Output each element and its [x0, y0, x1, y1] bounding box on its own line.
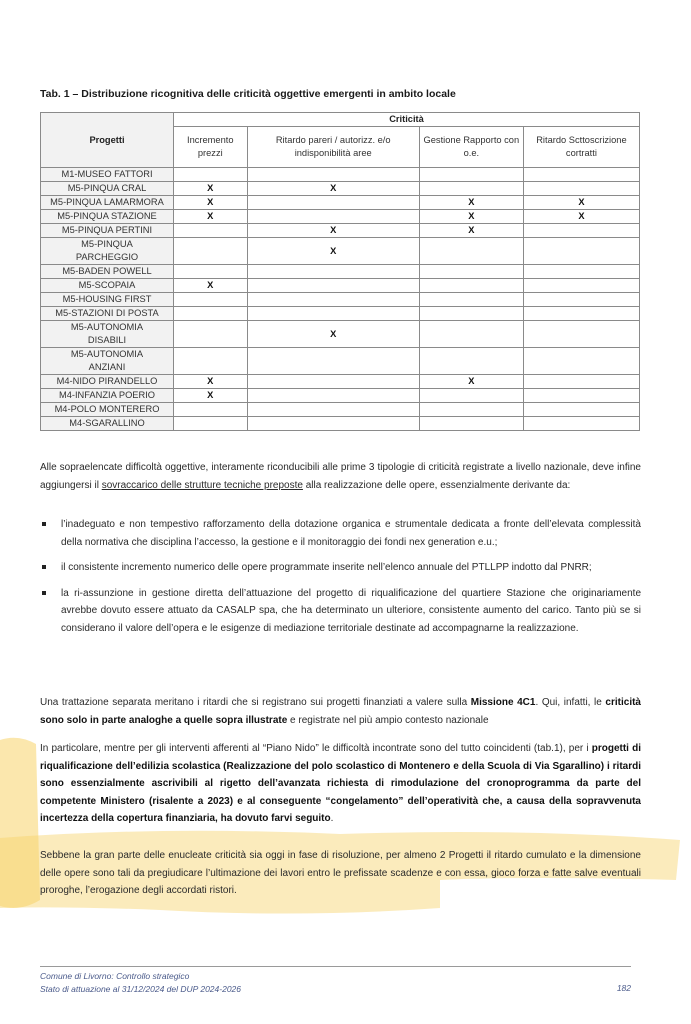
- list-item-text: la ri-assunzione in gestione diretta dell’attuazione del progetto di riqualificazione del quartiere Stazione che originariamente avrebbe dovuto essere attuato da CASALP spa, che ha determinato un ulteriore, consistente aumento del carico. Tanto più se si considerano il valore dell’opera e le esigenze di mediazione territoriale destinate ad accompagnarne la realizzazione.: [61, 587, 641, 634]
- criticality-cell: X: [523, 210, 639, 224]
- criticality-cell: X: [174, 182, 248, 196]
- criticality-cell: [419, 403, 523, 417]
- criticality-cell: [523, 307, 639, 321]
- highlight-stroke-left: [0, 738, 40, 908]
- criticality-cell: [247, 417, 419, 431]
- table-row: [41, 375, 640, 389]
- table-row: [41, 321, 640, 348]
- table-row: [41, 279, 640, 293]
- paragraph-missione: [40, 694, 641, 729]
- header-col: Ritardo pareri / autorizz. e/o indisponibilità aree: [247, 127, 419, 168]
- project-name: M5-PINQUA STAZIONE: [41, 210, 174, 224]
- header-col: Ritardo Scttoscrizione cortratti: [523, 127, 639, 168]
- table-caption: Tab. 1 – Distribuzione ricognitiva delle criticità oggettive emergenti in ambito locale: [40, 88, 456, 100]
- table-row: [41, 307, 640, 321]
- footer-line-1: Comune di Livorno: Controllo strategico: [40, 971, 190, 981]
- table-row: [41, 224, 640, 238]
- bold-text: Missione 4C1: [470, 697, 536, 708]
- page-number: 182: [616, 983, 631, 993]
- bullet-square-icon: [42, 565, 46, 569]
- table-row: [41, 168, 640, 182]
- criticality-cell: [523, 265, 639, 279]
- criticality-cell: [523, 321, 639, 348]
- criticality-cell: [523, 389, 639, 403]
- criticality-cell: [247, 389, 419, 403]
- table-body: [41, 168, 640, 431]
- table-row: [41, 348, 640, 375]
- project-name: M5-SCOPAIA: [41, 279, 174, 293]
- criticality-cell: [247, 265, 419, 279]
- list-item: [40, 516, 641, 551]
- criticality-cell: [523, 375, 639, 389]
- project-name: M5-AUTONOMIA DISABILI: [41, 321, 174, 348]
- criticality-cell: [419, 307, 523, 321]
- table-row: [41, 293, 640, 307]
- criticality-cell: X: [247, 182, 419, 196]
- table-row: [41, 210, 640, 224]
- criticality-cell: [419, 417, 523, 431]
- list-item-text: il consistente incremento numerico delle opere programmate inserite nell’elenco annuale del PTLLPP indotto dal PNRR;: [61, 562, 592, 574]
- criticality-cell: [419, 265, 523, 279]
- text: . Qui, infatti, le: [535, 697, 606, 708]
- criticality-table: [40, 112, 640, 431]
- header-col: Gestione Rapporto con o.e.: [419, 127, 523, 168]
- table-row: [41, 182, 640, 196]
- paragraph-conclusion: Sebbene la gran parte delle enucleate criticità sia oggi in fase di risoluzione, per almeno 2 Progetti il ritardo cumulato e la dimensione delle opere sono tali da pregiudicare l’ultimazione dei lavori entro le prefissate scadenze e con essa, gioco forza e fatte salve eventuali proroghe, l’erogazione degli accordati ristori.: [40, 850, 641, 897]
- project-name: M1-MUSEO FATTORI: [41, 168, 174, 182]
- project-name: M5-PINQUA PERTINI: [41, 224, 174, 238]
- criticality-cell: X: [247, 321, 419, 348]
- criticality-cell: [419, 293, 523, 307]
- project-name: M5-STAZIONI DI POSTA: [41, 307, 174, 321]
- criticality-cell: [419, 321, 523, 348]
- criticality-cell: X: [174, 210, 248, 224]
- criticality-cell: [247, 307, 419, 321]
- text: Alle sopraelencate difficoltà oggettive, interamente riconducibili alle prime 3 tipologie di criticità registrate a livello nazionale, deve infine aggiungersi il: [40, 462, 641, 491]
- criticality-cell: [174, 224, 248, 238]
- table-row: [41, 238, 640, 265]
- table-row: [41, 417, 640, 431]
- criticality-cell: [419, 238, 523, 265]
- criticality-cell: [247, 279, 419, 293]
- header-col: Incremento prezzi: [174, 127, 248, 168]
- criticality-cell: [174, 321, 248, 348]
- criticality-cell: X: [247, 224, 419, 238]
- project-name: M4-INFANZIA POERIO: [41, 389, 174, 403]
- table-row: [41, 196, 640, 210]
- table-row: [41, 265, 640, 279]
- project-name: M5-BADEN POWELL: [41, 265, 174, 279]
- criticality-cell: [247, 293, 419, 307]
- bold-text: criticità sono solo in parte analoghe a quelle sopra illustrate: [40, 697, 641, 726]
- footer-line-2: Stato di attuazione al 31/12/2024 del DUP 2024-2026: [40, 984, 241, 994]
- criticality-cell: [419, 389, 523, 403]
- criticality-cell: [174, 238, 248, 265]
- footer: [40, 970, 631, 996]
- project-name: M4-NIDO PIRANDELLO: [41, 375, 174, 389]
- criticality-cell: [523, 168, 639, 182]
- text: Una trattazione separata meritano i ritardi che si registrano sui progetti finanziati a valere sulla: [40, 697, 471, 708]
- project-name: M5-HOUSING FIRST: [41, 293, 174, 307]
- header-criticita: Criticità: [174, 113, 640, 127]
- criticality-cell: [247, 168, 419, 182]
- criticality-cell: X: [523, 196, 639, 210]
- criticality-cell: [523, 224, 639, 238]
- criticality-cell: [174, 307, 248, 321]
- criticality-cell: [419, 168, 523, 182]
- criticality-cell: X: [174, 375, 248, 389]
- project-name: M5-PINQUA PARCHEGGIO: [41, 238, 174, 265]
- list-item-text: l’inadeguato e non tempestivo rafforzamento della dotazione organica e strumentale dedicata a fronte dell’elevata complessità della normativa che disciplina l’accesso, la gestione e il monitoraggio dei fondi nex generation e.u.;: [61, 519, 641, 548]
- criticality-cell: [523, 348, 639, 375]
- footer-divider: [40, 966, 631, 967]
- text: .: [330, 813, 334, 825]
- criticality-cell: [174, 417, 248, 431]
- criticality-cell: X: [247, 238, 419, 265]
- criticality-cell: [247, 196, 419, 210]
- project-name: M4-POLO MONTERERO: [41, 403, 174, 417]
- text: In particolare, mentre per gli interventi afferenti al “Piano Nido” le difficoltà incontrate sono del tutto coincidenti (tab.1), per i: [40, 743, 592, 754]
- criticality-cell: [247, 348, 419, 375]
- list-item: [40, 585, 641, 638]
- criticality-cell: [419, 182, 523, 196]
- criticality-cell: [174, 348, 248, 375]
- bullet-square-icon: [42, 591, 46, 595]
- paragraph-intro: [40, 459, 641, 494]
- table-row: [41, 389, 640, 403]
- criticality-cell: X: [419, 224, 523, 238]
- paragraph-piano-nido: [40, 740, 641, 828]
- criticality-cell: X: [419, 210, 523, 224]
- criticality-cell: [523, 403, 639, 417]
- underlined-text: sovraccarico delle strutture tecniche preposte: [101, 479, 303, 491]
- project-name: M5-AUTONOMIA ANZIANI: [41, 348, 174, 375]
- criticality-cell: [174, 293, 248, 307]
- criticality-cell: [523, 417, 639, 431]
- bullet-square-icon: [42, 522, 46, 526]
- criticality-cell: [174, 265, 248, 279]
- criticality-cell: [247, 403, 419, 417]
- text: e registrate nel più ampio contesto nazionale: [287, 714, 489, 726]
- criticality-cell: X: [419, 375, 523, 389]
- criticality-cell: [174, 403, 248, 417]
- bold-text: progetti di riqualificazione dell’edilizia scolastica (Realizzazione del polo scolastico di Montenero e della Scuola di Via Sgarallino) i ritardi sono essenzialmente ascrivibili al rigetto dell’avanzata richiesta di rimodulazione del cronoprogramma da parte del competente Ministero (risalente a 2023) e al conseguente “congelamento” dell’operatività che, a causa della sopravvenuta incertezza della copertura finanziaria, ha dovuto farvi seguito: [40, 743, 641, 825]
- bullet-list: [40, 516, 641, 646]
- criticality-cell: [523, 279, 639, 293]
- criticality-cell: X: [174, 279, 248, 293]
- criticality-cell: [523, 238, 639, 265]
- table-row: [41, 403, 640, 417]
- project-name: M4-SGARALLINO: [41, 417, 174, 431]
- criticality-cell: [523, 182, 639, 196]
- criticality-cell: [419, 279, 523, 293]
- criticality-cell: X: [174, 389, 248, 403]
- list-item: [40, 559, 641, 577]
- project-name: M5-PINQUA CRAL: [41, 182, 174, 196]
- criticality-cell: [523, 293, 639, 307]
- project-name: M5-PINQUA LAMARMORA: [41, 196, 174, 210]
- criticality-cell: [174, 168, 248, 182]
- header-projects: Progetti: [41, 113, 174, 168]
- criticality-cell: [419, 348, 523, 375]
- criticality-cell: [247, 210, 419, 224]
- text: alla realizzazione delle opere, essenzialmente derivante da:: [302, 479, 571, 491]
- criticality-cell: X: [174, 196, 248, 210]
- criticality-cell: [247, 375, 419, 389]
- criticality-cell: X: [419, 196, 523, 210]
